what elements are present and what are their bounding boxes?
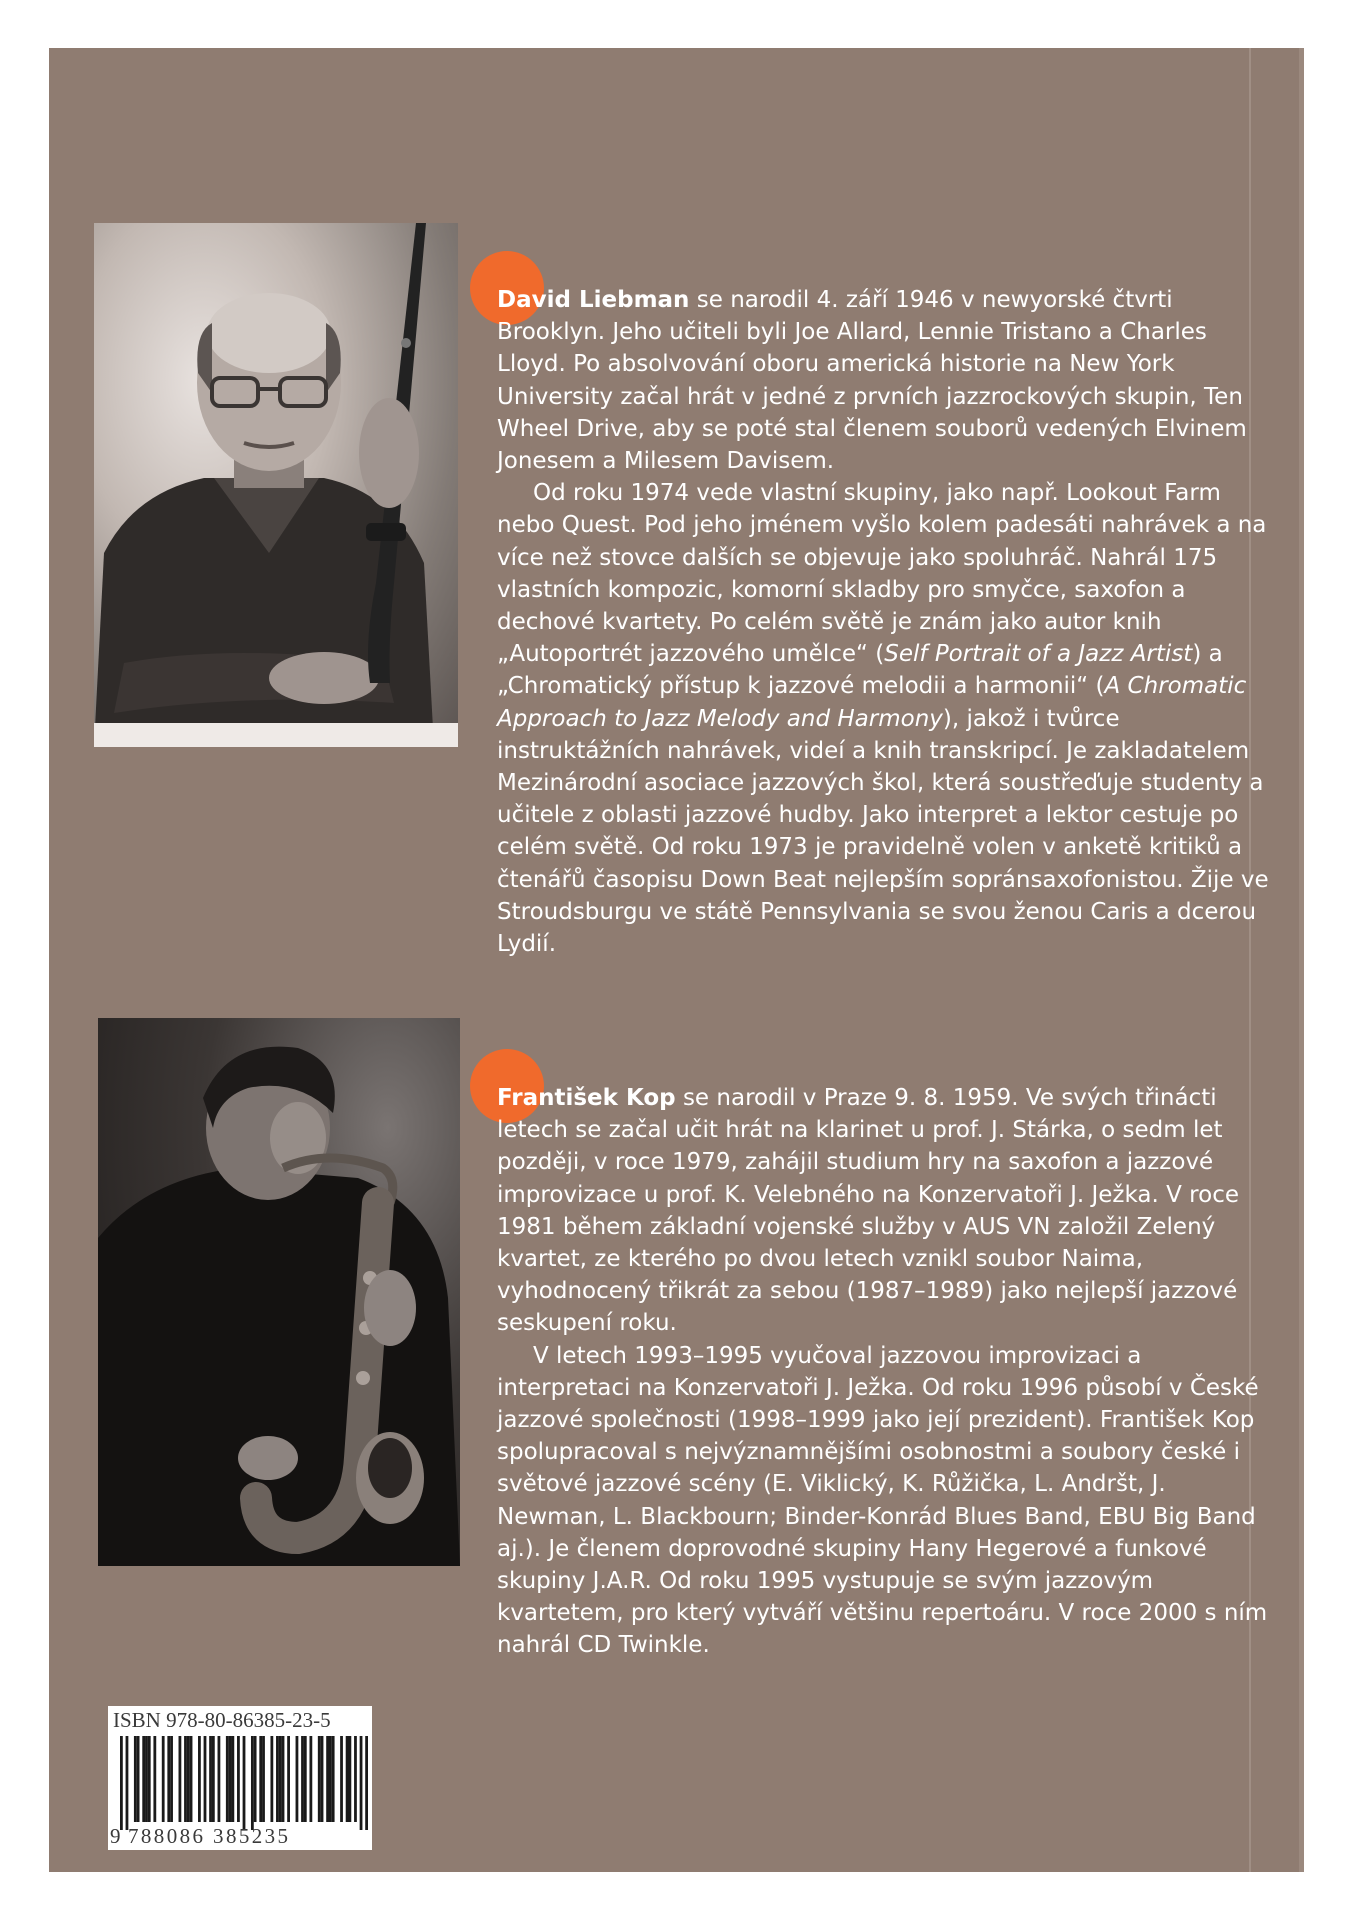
barcode-bar bbox=[287, 1736, 290, 1822]
barcode-bar bbox=[162, 1736, 165, 1822]
portrait-illustration bbox=[94, 223, 458, 747]
person-name: František Kop bbox=[497, 1085, 676, 1111]
bio-paragraph: V letech 1993–1995 vyučoval jazzovou improvizaci a interpretaci na Konzervatoři J. Ježka. Od roku 1996 působí v České jazzové společnosti (1998–1999 jako její prezident). František Kop spolupracoval s nejvýznamnějšími osobnostmi a soubory české i světové jazzové scény (E. Viklický, K. Růžička, L. Andršt, J. Newman, L. Blackbourn; Binder-Konrád Blues Band, EBU Big Band aj.). Je členem doprovodné skupiny Hany Hegerové a funkové skupiny J.A.R. Od roku 1995 vystupuje se svým jazzovým kvartetem, pro který vytváří většinu repertoáru. V roce 2000 s ním nahrál CD Twinkle. bbox=[497, 1342, 1268, 1659]
barcode-bar bbox=[332, 1736, 335, 1822]
isbn-number: ISBN 978-80-86385-23-5 bbox=[113, 1708, 331, 1732]
person-name: David Liebman bbox=[497, 287, 690, 313]
barcode-bar bbox=[179, 1736, 182, 1822]
barcode-graphic bbox=[120, 1736, 368, 1830]
barcode-bar bbox=[120, 1736, 123, 1830]
isbn-barcode-label bbox=[108, 1706, 372, 1850]
barcode-bar bbox=[279, 1736, 282, 1822]
barcode-bar bbox=[212, 1736, 215, 1822]
barcode-bar bbox=[190, 1736, 193, 1822]
barcode-bar bbox=[340, 1736, 343, 1822]
barcode-bar bbox=[243, 1736, 246, 1830]
bio-text: se narodil v Praze 9. 8. 1959. Ve svých třinácti letech se začal učit hrát na klarinet u prof. J. Stárka, o sedm let později, v roce 1979, zahájil studium hry na saxofon a jazzové improvizace u prof. K. Velebného na Konzervatoři J. Ježka. V roce 1981 během základní vojenské služby v AUS VN založil Zelený kvartet, ze kterého po dvou letech vznikl soubor Naima, vyhodnocený třikrát za sebou (1987–1989) jako nejlepší jazzové seskupení roku. bbox=[497, 1085, 1239, 1337]
barcode-bar bbox=[309, 1736, 312, 1822]
barcode-bar bbox=[262, 1736, 265, 1822]
barcode-bar bbox=[276, 1736, 279, 1822]
barcode-bar bbox=[237, 1736, 240, 1822]
barcode-bar bbox=[204, 1736, 207, 1822]
barcode-bar bbox=[360, 1736, 363, 1830]
barcode-bar bbox=[296, 1736, 299, 1822]
portrait-illustration bbox=[98, 1018, 460, 1566]
bio-paragraph bbox=[497, 477, 1277, 960]
bio-frantisek-kop bbox=[497, 1082, 1277, 1662]
barcode-bar bbox=[134, 1736, 137, 1822]
barcode-bar bbox=[301, 1736, 304, 1822]
barcode-bar bbox=[126, 1736, 129, 1830]
barcode-bar bbox=[187, 1736, 190, 1822]
bio-text: Od roku 1974 vede vlastní skupiny, jako např. Lookout Farm nebo Quest. Pod jeho jménem vyšlo kolem padesáti nahrávek a na více než stovce dalších se objevuje jako spoluhráč. Nahrál 175 vlastních kompozic, komorní skladby pro smyčce, saxofon a dechové kvartety. Po celém světě je znám jako autor knih „Autoportrét jazzového umělce“ ( bbox=[497, 480, 1267, 668]
barcode-digits-rest: 788086 385235 bbox=[128, 1824, 291, 1848]
barcode-bar bbox=[318, 1736, 321, 1822]
barcode-digit-first: 9 bbox=[110, 1824, 123, 1848]
barcode-bar bbox=[346, 1736, 349, 1822]
barcode-bar bbox=[153, 1736, 156, 1822]
barcode-bar bbox=[321, 1736, 324, 1822]
barcode-bar bbox=[254, 1736, 257, 1822]
book-back-cover bbox=[49, 48, 1304, 1872]
barcode-bar bbox=[209, 1736, 212, 1822]
barcode-bar bbox=[365, 1736, 368, 1830]
barcode-bar bbox=[304, 1736, 307, 1822]
barcode-bar bbox=[282, 1736, 285, 1822]
barcode-bar bbox=[170, 1736, 173, 1822]
barcode-bar bbox=[145, 1736, 148, 1822]
barcode-bar bbox=[348, 1736, 351, 1822]
barcode-bar bbox=[354, 1736, 357, 1822]
barcode-bar bbox=[270, 1736, 273, 1822]
barcode-bar bbox=[229, 1736, 232, 1822]
barcode-bar bbox=[259, 1736, 262, 1822]
barcode-bar bbox=[329, 1736, 332, 1822]
photo-frantisek-kop bbox=[98, 1018, 460, 1566]
barcode-bar bbox=[142, 1736, 145, 1822]
barcode-bar bbox=[184, 1736, 187, 1822]
book-title-english: A Chromatic Approach to Jazz Melody and Harmony bbox=[497, 673, 1247, 732]
bio-text: se narodil 4. září 1946 v newyorské čtvrti Brooklyn. Jeho učiteli byli Joe Allard, Lennie Tristano a Charles Lloyd. Po absolvování oboru americká historie na New York University začal hrát v jedné z prvních jazzrockových skupin, Ten Wheel Drive, aby se poté stal členem souborů vedených Elvinem Jonesem a Milesem Davisem. bbox=[497, 287, 1247, 475]
barcode-bar bbox=[167, 1736, 170, 1822]
barcode-bar bbox=[251, 1736, 254, 1830]
barcode-bar bbox=[226, 1736, 229, 1822]
barcode-bar bbox=[198, 1736, 201, 1822]
barcode-bar bbox=[137, 1736, 140, 1822]
spine-edge bbox=[1299, 48, 1304, 1872]
barcode-bar bbox=[326, 1736, 329, 1822]
photo-david-liebman bbox=[94, 223, 458, 747]
bio-text: ), jakož i tvůrce instruktážních nahrávek, videí a knih transkripcí. Je zakladatelem Mezinárodní asociace jazzových škol, která soustřeďuje studenty a učitele z oblasti jazzové hudby. Jako interpret a lektor cestuje po celém světě. Od roku 1973 je pravidelně volen v anketě kritiků a čtenářů časopisu Down Beat nejlepším sopránsaxofonistou. Žije ve Stroudsburgu ve státě Pennsylvania se svou ženou Caris a dcerou Lydií. bbox=[497, 705, 1269, 958]
bio-paragraph bbox=[497, 1082, 1277, 1340]
barcode-bar bbox=[148, 1736, 151, 1822]
barcode-bar bbox=[218, 1736, 221, 1822]
bio-text: ) a „Chromatický přístup k jazzové melodii a harmonii“ ( bbox=[497, 641, 1223, 700]
bio-david-liebman bbox=[497, 284, 1277, 960]
book-title-english: Self Portrait of a Jazz Artist bbox=[884, 641, 1193, 668]
barcode-bar bbox=[231, 1736, 234, 1822]
bio-paragraph bbox=[497, 284, 1277, 477]
